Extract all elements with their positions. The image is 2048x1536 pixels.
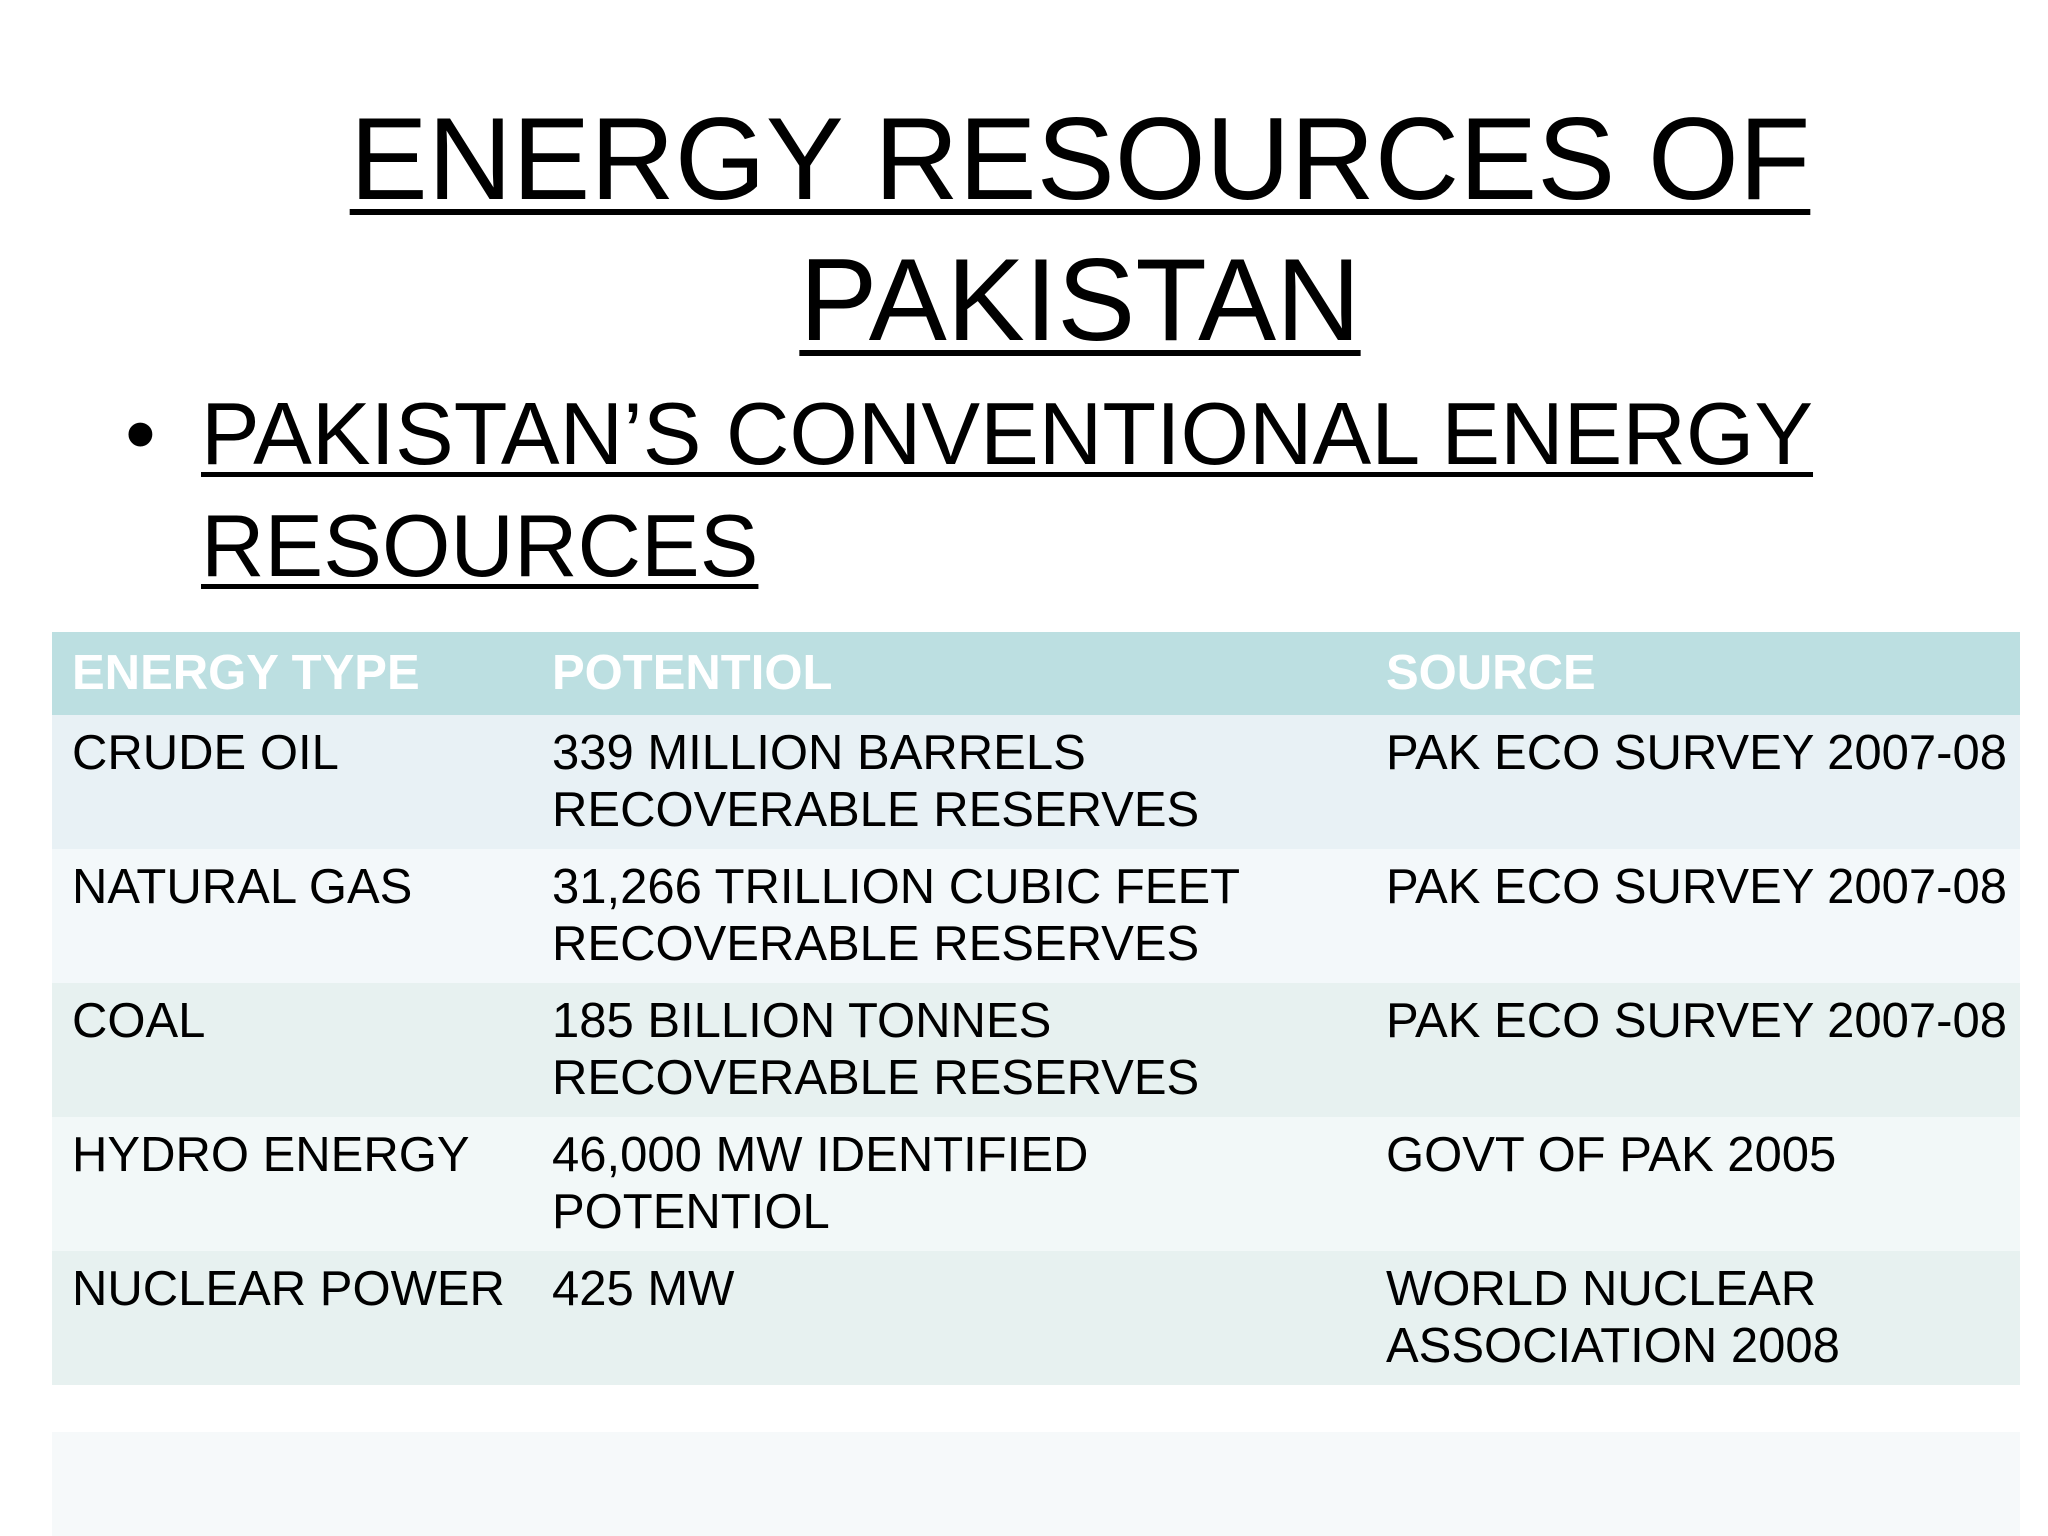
cell-energy-type: HYDRO ENERGY <box>52 1117 532 1251</box>
cell-potential: 339 MILLION BARRELS RECOVERABLE RESERVES <box>532 715 1366 849</box>
cell-potential: 46,000 MW IDENTIFIED POTENTIOL <box>532 1117 1366 1251</box>
cell-source: PAK ECO SURVEY 2007-08 <box>1366 983 2020 1117</box>
cell-potential: 31,266 TRILLION CUBIC FEET RECOVERABLE RESERVES <box>532 849 1366 983</box>
bullet-text: PAKISTAN’S CONVENTIONAL ENERGY RESOURCES <box>201 384 1814 595</box>
header-source: SOURCE <box>1366 632 2020 715</box>
cell-energy-type: NATURAL GAS <box>52 849 532 983</box>
cell-source: PAK ECO SURVEY 2007-08 <box>1366 715 2020 849</box>
cell-source: WORLD NUCLEAR ASSOCIATION 2008 <box>1366 1251 2020 1385</box>
table-row <box>52 1117 2020 1251</box>
cell-potential: 425 MW <box>532 1251 1366 1385</box>
energy-resources-table <box>52 632 2020 1385</box>
cell-source: PAK ECO SURVEY 2007-08 <box>1366 849 2020 983</box>
cell-potential: 185 BILLION TONNES RECOVERABLE RESERVES <box>532 983 1366 1117</box>
slide-title-line-2: PAKISTAN <box>799 234 1361 365</box>
table-header-row <box>52 632 2020 715</box>
slide-title-line-1: ENERGY RESOURCES OF <box>349 93 1811 224</box>
cell-source: GOVT OF PAK 2005 <box>1366 1117 2020 1251</box>
header-energy-type: ENERGY TYPE <box>52 632 532 715</box>
cell-energy-type: CRUDE OIL <box>52 715 532 849</box>
cell-energy-type: NUCLEAR POWER <box>52 1251 532 1385</box>
slide-title <box>330 88 1830 370</box>
table-bottom-band <box>52 1432 2020 1536</box>
table-row <box>52 715 2020 849</box>
table-row <box>52 983 2020 1117</box>
cell-energy-type: COAL <box>52 983 532 1117</box>
table-row <box>52 1251 2020 1385</box>
bullet-dot-icon: • <box>125 384 156 483</box>
header-potential: POTENTIOL <box>532 632 1366 715</box>
table-row <box>52 849 2020 983</box>
